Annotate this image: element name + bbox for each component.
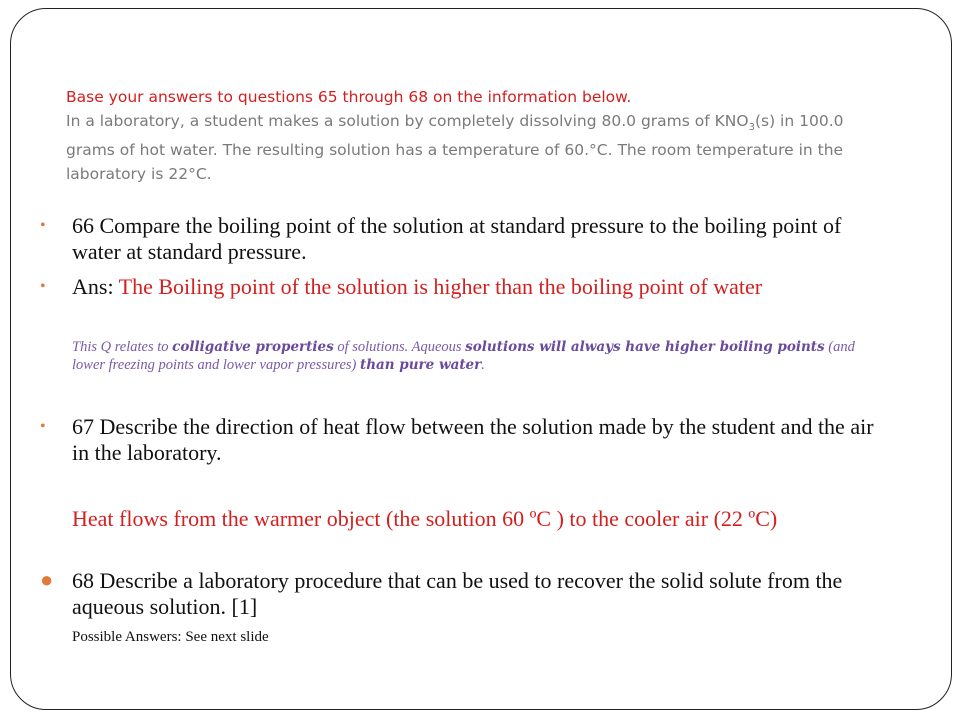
note-part: .	[481, 356, 485, 373]
intro-subscript: 3	[748, 121, 755, 133]
question-68-text: 68 Describe a laboratory procedure that can be used to recover the solid solute from the aqueous solution. [1]	[72, 568, 843, 619]
possible-answers-note: Possible Answers: See next slide	[72, 629, 269, 645]
note-emphasis: colligative properties	[172, 339, 334, 355]
answer-prefix: Ans:	[72, 274, 119, 299]
note-emphasis: than pure water	[359, 356, 482, 373]
answer-66-text	[72, 274, 892, 300]
note-part: This Q relates to	[72, 339, 173, 355]
intro-lead: Base your answers to questions 65 through 68 on the information below.	[66, 88, 632, 106]
bullet-icon: •	[40, 418, 46, 435]
intro-body-part2: (s) in 100.0 grams of hot water. The resulting solution has a temperature of 60.°C. The room temperature in the laboratory is 22°C.	[66, 111, 844, 183]
colligative-note	[72, 339, 872, 374]
note-part: of solutions. Aqueous	[333, 339, 466, 355]
note-part: (and lower freezing points and lower vapor pressures)	[72, 339, 855, 373]
bullet-icon: •	[40, 278, 46, 295]
intro-paragraph	[66, 86, 896, 186]
question-67-text: 67 Describe the direction of heat flow between the solution made by the student and the air in the laboratory.	[72, 414, 874, 465]
bullet-icon: •	[40, 217, 46, 234]
intro-body-part1: In a laboratory, a student makes a solution by completely dissolving 80.0 grams of KNO	[66, 111, 749, 130]
answer-66-value: The Boiling point of the solution is higher than the boiling point of water	[118, 274, 763, 299]
question-66-text: 66 Compare the boiling point of the solution at standard pressure to the boiling point of water at standard pressure.	[72, 213, 842, 264]
answer-67-text: Heat flows from the warmer object (the solution 60 ºC ) to the cooler air (22 ºC)	[72, 506, 778, 531]
bullet-icon: ●	[40, 567, 54, 592]
note-emphasis: solutions will always have higher boiling points	[465, 339, 825, 355]
